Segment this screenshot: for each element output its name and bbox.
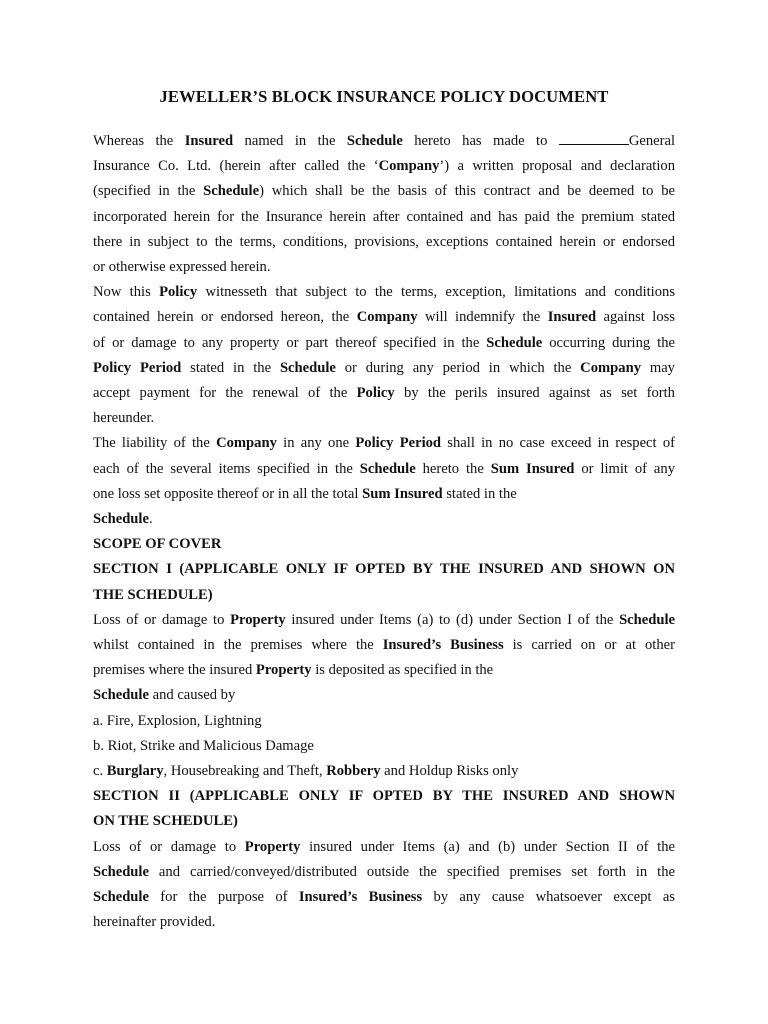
text-line bbox=[93, 431, 675, 456]
text-run: incorporated herein for the Insurance herein after contained and has paid the premium stated bbox=[93, 208, 675, 225]
bold-term: Policy Period bbox=[355, 435, 442, 452]
text-line bbox=[93, 154, 675, 179]
text-line bbox=[93, 683, 675, 708]
bold-term: Schedule bbox=[619, 611, 676, 628]
text-run: by the perils insured against as set forth bbox=[394, 385, 675, 402]
text-line bbox=[93, 809, 675, 834]
bold-term: Robbery bbox=[326, 763, 381, 780]
text-line bbox=[93, 305, 675, 330]
bold-term: Company bbox=[356, 309, 418, 326]
text-run: may bbox=[641, 359, 675, 376]
text-run: is carried on or at other bbox=[503, 637, 675, 654]
bold-term: SCOPE OF COVER bbox=[93, 536, 222, 553]
bold-term: Schedule bbox=[279, 359, 336, 376]
text-run: stated in the bbox=[181, 359, 280, 376]
text-run: ) which shall be the basis of this contract and be deemed to be bbox=[259, 183, 675, 200]
text-run: Loss of or damage to bbox=[93, 611, 231, 628]
bold-term: Insured bbox=[184, 133, 234, 149]
text-run: and caused by bbox=[148, 687, 236, 704]
text-run: shall in no case exceed in respect of bbox=[441, 435, 675, 452]
bold-term: Sum Insured bbox=[362, 485, 443, 502]
text-run: of or damage to any property or part thereof specified in the bbox=[93, 334, 487, 351]
text-run: there in subject to the terms, conditions, provisions, exceptions contained herein or endorsed bbox=[93, 233, 675, 250]
text-run: insured under Items (a) to (d) under Section I of the bbox=[285, 611, 620, 628]
text-line bbox=[93, 457, 675, 482]
text-line bbox=[93, 557, 675, 582]
text-run: b. Riot, Strike and Malicious Damage bbox=[93, 737, 314, 754]
text-line bbox=[93, 835, 675, 860]
bold-term: Schedule bbox=[93, 511, 149, 528]
text-run: one loss set opposite thereof or in all the total bbox=[93, 485, 363, 502]
text-run: (specified in the bbox=[93, 183, 204, 200]
text-run: ’) a written proposal and declaration bbox=[439, 158, 676, 175]
text-run: Now this bbox=[93, 284, 160, 301]
text-run: stated in the bbox=[442, 485, 517, 502]
text-line bbox=[93, 532, 675, 557]
text-run: Insurance Co. Ltd. (herein after called the ‘ bbox=[93, 158, 379, 175]
text-run: and Holdup Risks only bbox=[380, 763, 519, 780]
document-title: JEWELLER’S BLOCK INSURANCE POLICY DOCUMENT bbox=[159, 87, 609, 106]
text-run: occurring during the bbox=[542, 334, 676, 351]
text-run: against loss bbox=[596, 309, 675, 326]
text-line bbox=[93, 759, 675, 784]
text-line bbox=[93, 608, 675, 633]
text-line bbox=[93, 406, 675, 431]
text-line bbox=[93, 179, 675, 204]
text-line bbox=[93, 709, 675, 734]
text-run: in any one bbox=[276, 435, 356, 452]
text-line bbox=[93, 129, 675, 154]
bold-term: Property bbox=[230, 611, 286, 628]
text-run: c. bbox=[93, 763, 107, 780]
text-line bbox=[93, 356, 675, 381]
text-line bbox=[93, 255, 675, 280]
text-run: The liability of the bbox=[93, 435, 217, 452]
text-run: will indemnify the bbox=[417, 309, 548, 326]
bold-term: Schedule bbox=[346, 133, 403, 149]
text-line bbox=[93, 507, 675, 532]
text-run: or during any period in which the bbox=[335, 359, 581, 376]
bold-term: Insured’s Business bbox=[298, 889, 423, 906]
text-run: Loss of or damage to bbox=[93, 838, 245, 855]
text-run: each of the several items specified in the bbox=[93, 460, 360, 477]
text-line bbox=[93, 331, 675, 356]
text-run: Whereas the bbox=[93, 133, 185, 149]
text-line bbox=[93, 381, 675, 406]
text-run: by any cause whatsoever except as bbox=[422, 889, 675, 906]
text-line bbox=[93, 910, 675, 935]
text-run: contained herein or endorsed hereon, the bbox=[93, 309, 357, 326]
bold-term: Company bbox=[216, 435, 277, 452]
bold-term: SECTION I (APPLICABLE ONLY IF OPTED BY THE INSURED AND SHOWN ON bbox=[93, 561, 675, 578]
text-run: accept payment for the renewal of the bbox=[93, 385, 357, 402]
text-run: is deposited as specified in the bbox=[311, 662, 494, 679]
text-run: General bbox=[628, 133, 675, 149]
text-run: premises where the insured bbox=[93, 662, 256, 679]
bold-term: Property bbox=[244, 838, 301, 855]
text-run: . bbox=[148, 511, 153, 528]
bold-term: Policy bbox=[356, 385, 395, 402]
text-line bbox=[93, 633, 675, 658]
bold-term: Insured’s Business bbox=[382, 637, 504, 654]
text-line bbox=[93, 583, 675, 608]
bold-term: Schedule bbox=[359, 460, 416, 477]
text-run: hereto has made to bbox=[402, 133, 559, 149]
bold-term: ON THE SCHEDULE) bbox=[93, 813, 238, 830]
document-body bbox=[93, 129, 675, 936]
text-run: whilst contained in the premises where the bbox=[93, 637, 383, 654]
bold-term: THE SCHEDULE) bbox=[93, 586, 213, 603]
bold-term: Schedule bbox=[486, 334, 543, 351]
text-run: for the purpose of bbox=[148, 889, 299, 906]
bold-term: Policy bbox=[159, 284, 198, 301]
bold-term: SECTION II (APPLICABLE ONLY IF OPTED BY THE INSURED AND SHOWN bbox=[93, 788, 675, 805]
text-line bbox=[93, 734, 675, 759]
text-run: hereinafter provided. bbox=[93, 914, 216, 931]
text-run: or otherwise expressed herein. bbox=[93, 259, 271, 276]
text-run: named in the bbox=[233, 133, 347, 149]
text-run: and carried/conveyed/distributed outside the specified premises set forth in the bbox=[148, 863, 675, 880]
bold-term: Company bbox=[580, 359, 641, 376]
document-page bbox=[93, 84, 675, 936]
text-line bbox=[93, 658, 675, 683]
text-line bbox=[93, 482, 675, 507]
text-run: or limit of any bbox=[574, 460, 675, 477]
text-run: insured under Items (a) and (b) under Section II of the bbox=[300, 838, 675, 855]
text-line bbox=[93, 280, 675, 305]
text-run: , Housebreaking and Theft, bbox=[163, 763, 327, 780]
bold-term: Insured bbox=[547, 309, 597, 326]
text-line bbox=[93, 885, 675, 910]
text-line bbox=[93, 205, 675, 230]
bold-term: Property bbox=[255, 662, 312, 679]
bold-term: Sum Insured bbox=[490, 460, 575, 477]
bold-term: Policy Period bbox=[93, 359, 182, 376]
text-run: hereunder. bbox=[93, 410, 155, 427]
text-line bbox=[93, 860, 675, 885]
text-run: witnesseth that subject to the terms, exception, limitations and conditions bbox=[197, 284, 675, 301]
bold-term: Schedule bbox=[93, 863, 149, 880]
text-line bbox=[93, 784, 675, 809]
text-run: hereto the bbox=[415, 460, 491, 477]
blank-field bbox=[559, 130, 629, 145]
bold-term: Company bbox=[378, 158, 440, 175]
text-line bbox=[93, 230, 675, 255]
bold-term: Schedule bbox=[203, 183, 260, 200]
bold-term: Schedule bbox=[93, 687, 149, 704]
bold-term: Burglary bbox=[106, 763, 164, 780]
text-run: a. Fire, Explosion, Lightning bbox=[93, 712, 262, 729]
bold-term: Schedule bbox=[93, 889, 149, 906]
